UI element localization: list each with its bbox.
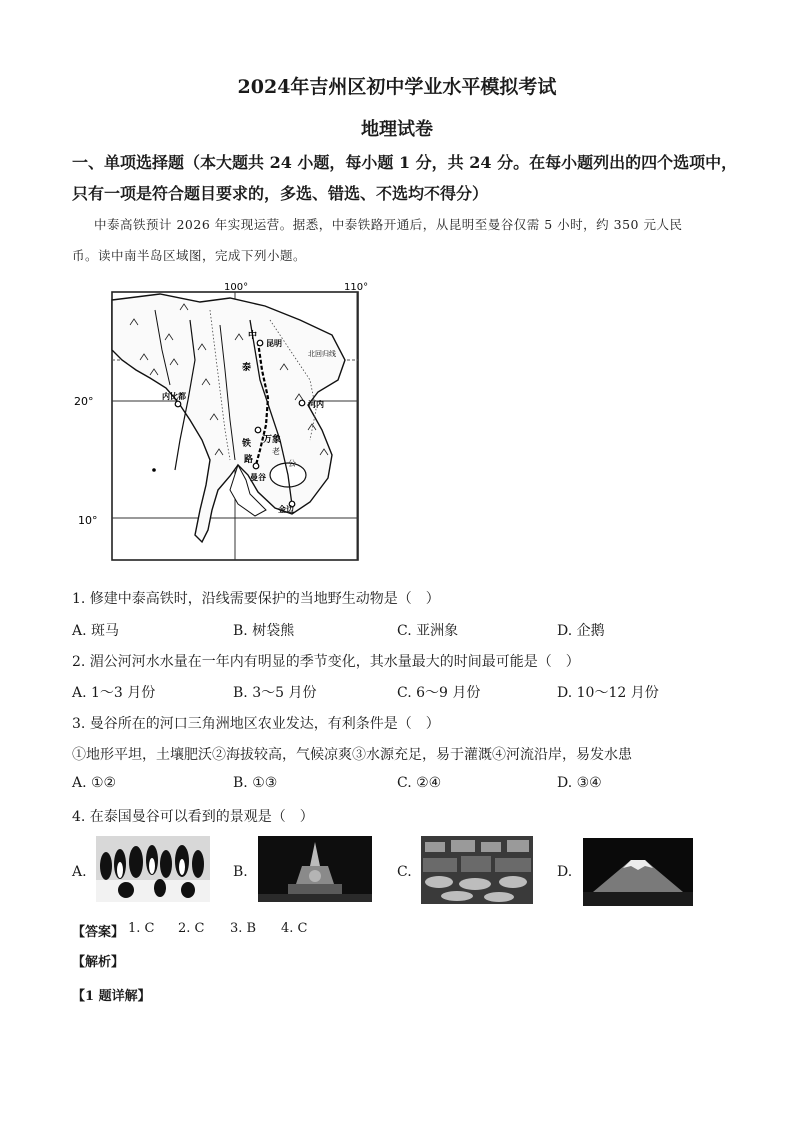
q2-option-c[interactable]: C. 6～9 月份 [397, 685, 481, 701]
page-title: 2024年吉州区初中学业水平模拟考试 [237, 76, 557, 98]
label-gong: 公 [288, 459, 296, 468]
q1-option-a[interactable]: A. 斑马 [72, 623, 120, 639]
q3-option-d[interactable]: D. ③④ [557, 775, 602, 791]
lat-label-10: 10° [78, 514, 98, 527]
section-heading-line1: 一、单项选择题（本大题共 24 小题，每小题 1 分，共 24 分。在每小题列出的四个选项中， [72, 153, 738, 172]
answer-4: 4. C [281, 921, 308, 936]
q4-option-a[interactable]: A. [72, 864, 87, 880]
q1-option-c[interactable]: C. 亚洲象 [397, 623, 459, 639]
label-tai: 泰 [242, 363, 252, 373]
floating-market-photo[interactable] [421, 836, 533, 904]
q1-option-d[interactable]: D. 企鹅 [557, 623, 605, 639]
temple-photo[interactable] [258, 836, 372, 902]
answer-2: 2. C [178, 921, 205, 936]
q3-option-a[interactable]: A. ①② [72, 775, 117, 791]
q2-option-d[interactable]: D. 10～12 月份 [557, 685, 659, 701]
label-railway-tie: 铁 [242, 439, 252, 449]
label-vientiane: 万象 [263, 435, 282, 445]
answer-label: 【答案】 [72, 925, 125, 940]
answer-3: 3. B [230, 921, 257, 936]
question-4-stem: 4. 在泰国曼谷可以看到的景观是（ ） [72, 809, 314, 825]
mount-fuji-photo[interactable] [583, 838, 693, 906]
penguins-photo[interactable] [96, 836, 210, 902]
label-naypyidaw: 内比都 [162, 392, 186, 401]
passage-line1: 中泰高铁预计 2026 年实现运营。据悉，中泰铁路开通后，从昆明至曼谷仅需 5 小时，约 350 元人民 [94, 217, 683, 232]
q3-option-b[interactable]: B. ①③ [233, 775, 278, 791]
label-phnompenh: 金边 [278, 505, 294, 514]
label-tropic: 北回归线 [308, 350, 336, 358]
q2-option-a[interactable]: A. 1～3 月份 [72, 685, 156, 701]
q2-option-b[interactable]: B. 3～5 月份 [233, 685, 317, 701]
analysis-label: 【解析】 [72, 955, 125, 970]
label-china: 中 [248, 331, 258, 341]
section-heading-line2: 只有一项是符合题目要求的，多选、错选、不选均不得分） [72, 184, 489, 203]
passage-line2: 币。读中南半岛区域图，完成下列小题。 [72, 248, 307, 263]
label-hanoi: 河内 [308, 400, 324, 409]
detail-1-label: 【1 题详解】 [72, 989, 151, 1004]
q1-option-b[interactable]: B. 树袋熊 [233, 623, 295, 639]
lat-label-20: 20° [74, 395, 94, 408]
question-3-conditions: ①地形平坦，土壤肥沃②海拔较高，气候凉爽③水源充足，易于灌溉④河流沿岸，易发水患 [72, 747, 632, 763]
question-3-stem: 3. 曼谷所在的河口三角洲地区农业发达，有利条件是（ ） [72, 716, 440, 732]
label-kunming: 昆明 [266, 339, 282, 348]
answer-1: 1. C [128, 921, 155, 936]
label-lao: 老 [272, 447, 280, 456]
label-railway-lu: 路 [244, 455, 254, 465]
question-2-stem: 2. 湄公河河水水量在一年内有明显的季节变化，其水量最大的时间最可能是（ ） [72, 654, 580, 670]
lon-label-100: 100° [224, 282, 249, 293]
indochina-map [70, 280, 370, 565]
lon-label-110: 110° [344, 282, 369, 293]
page-subtitle: 地理试卷 [361, 119, 433, 140]
q4-option-d[interactable]: D. [557, 864, 573, 880]
question-1-stem: 1. 修建中泰高铁时，沿线需要保护的当地野生动物是（ ） [72, 591, 440, 607]
label-bangkok: 曼谷 [250, 473, 266, 482]
q3-option-c[interactable]: C. ②④ [397, 775, 442, 791]
q4-option-b[interactable]: B. [233, 864, 248, 880]
q4-option-c[interactable]: C. [397, 864, 412, 880]
